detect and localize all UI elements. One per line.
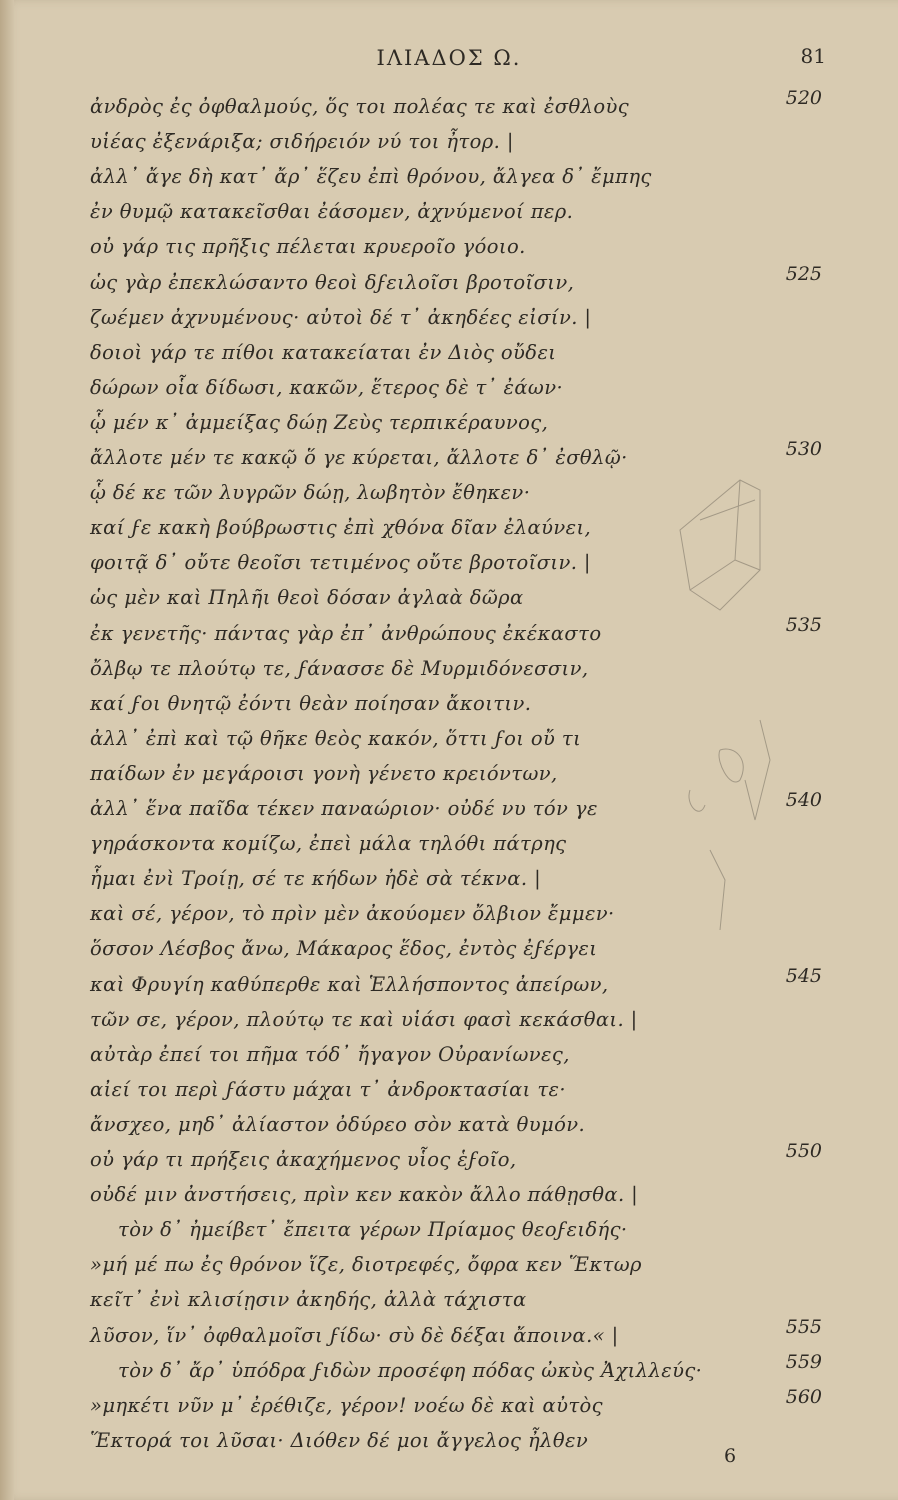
verse-line: φοιτᾷ δ᾽ οὔτε θεοῖσι τετιμένος οὔτε βροτοῖσιν. |: [90, 551, 591, 575]
line-number: 535: [785, 613, 822, 636]
verse-line: οὐ γάρ τι πρήξεις ἀκαχήμενος υἷος ἑϝοῖο,: [90, 1148, 517, 1171]
verse-line: αἰεί τοι περὶ ϝάστυ μάχαι τ᾽ ἀνδροκτασίαι τε·: [90, 1077, 566, 1101]
line-number: 530: [785, 438, 822, 460]
verse-line: ἧμαι ἐνὶ Τροίῃ, σέ τε κήδων ἠδὲ σὰ τέκνα. |: [90, 867, 542, 891]
verse-line: γηράσκοντα κομίζω, ἐπεὶ μάλα τηλόθι πάτρης: [90, 832, 567, 856]
verse-line: αὐτὰρ ἐπεί τοι πῆμα τόδ᾽ ἤγαγον Οὐρανίωνες,: [90, 1042, 570, 1066]
verse-line: ἐν θυμῷ κατακεῖσθαι ἐάσομεν, ἀχνύμενοί περ.: [90, 200, 574, 224]
verse-line: ἄλλοτε μέν τε κακῷ ὅ γε κύρεται, ἄλλοτε δ᾽ ἐσθλῷ·: [90, 446, 628, 469]
verse-line: ᾧ δέ κε τῶν λυγρῶν δώῃ, λωβητὸν ἔθηκεν·: [90, 481, 531, 505]
verse-line: ἄνσχεο, μηδ᾽ ἀλίαστον ὀδύρεο σὸν κατὰ θυμόν.: [90, 1112, 586, 1136]
verse-line: κεῖτ᾽ ἐνὶ κλισίῃσιν ἀκηδής, ἀλλὰ τάχιστα: [90, 1288, 527, 1312]
verse-line: »μή μέ πω ἐς θρόνον ἵζε, διοτρεφές, ὄφρα κεν Ἕκτωρ: [90, 1253, 642, 1277]
verse-line: οὐ γάρ τις πρῆξις πέλεται κρυεροῖο γόοιο.: [90, 235, 526, 259]
verse-line: ᾧ μέν κ᾽ ἀμμείξας δώῃ Ζεὺς τερπικέραυνος,: [90, 410, 549, 434]
verse-line: λῦσον, ἵν᾽ ὀφθαλμοῖσι ϝίδω· σὺ δὲ δέξαι ἄποινα.« |: [90, 1323, 619, 1347]
page-number: 81: [800, 44, 826, 68]
verse-line: ὡς μὲν καὶ Πηλῆι θεοὶ δόσαν ἀγλαὰ δῶρα: [90, 586, 524, 610]
verse-line: »μηκέτι νῦν μ᾽ ἐρέθιζε, γέρον! νοέω δὲ καὶ αὐτὸς: [90, 1393, 604, 1417]
verse-line: Ἕκτορά τοι λῦσαι· Διόθεν δέ μοι ἄγγελος ἦλθεν: [90, 1428, 589, 1452]
verse-line: καὶ Φρυγίη καθύπερθε καὶ Ἑλλήσποντος ἀπείρων,: [90, 972, 609, 996]
verse-line: τὸν δ᾽ ἄρ᾽ ὑπόδρα ϝιδὼν προσέφη πόδας ὠκὺς Ἀχιλλεύς·: [118, 1358, 703, 1382]
verse-line: ἐκ γενετῆς· πάντας γὰρ ἐπ᾽ ἀνθρώπους ἐκέκαστο: [90, 621, 602, 645]
verse-line: καί ϝοι θνητῷ ἐόντι θεὰν ποίησαν ἄκοιτιν.: [90, 691, 532, 715]
verse-line: ἀλλ᾽ ἐπὶ καὶ τῷ θῆκε θεὸς κακόν, ὅττι ϝοι οὔ τι: [90, 726, 582, 750]
line-number: 520: [785, 87, 822, 109]
line-number: 545: [785, 964, 822, 987]
verse-line: καὶ σέ, γέρον, τὸ πρὶν μὲν ἀκούομεν ὄλβιον ἔμμεν·: [90, 902, 615, 926]
verse-line: οὐδέ μιν ἀνστήσεις, πρὶν κεν κακὸν ἄλλο πάθῃσθα. |: [90, 1183, 639, 1207]
verse-line: ὡς γὰρ ἐπεκλώσαντο θεοὶ δϝειλοῖσι βροτοῖσιν,: [90, 270, 575, 294]
verse-line: ὅσσον Λέσβος ἄνω, Μάκαρος ἕδος, ἐντὸς ἐϝέργει: [90, 937, 598, 961]
verse-line: υἱέας ἐξενάριξα; σιδήρειόν νύ τοι ἦτορ. |: [90, 130, 514, 154]
verse-line: δώρων οἷα δίδωσι, κακῶν, ἕτερος δὲ τ᾽ ἐάων·: [90, 375, 564, 399]
verse-line: ὄλβῳ τε πλούτῳ τε, ϝάνασσε δὲ Μυρμιδόνεσσιν,: [90, 656, 589, 680]
line-number: 555: [785, 1315, 822, 1338]
line-number: 525: [785, 262, 822, 285]
verse-line: καί ϝε κακὴ βούβρωστις ἐπὶ χθόνα δῖαν ἐλαύνει,: [90, 516, 592, 540]
verse-line: ζωέμεν ἀχνυμένους· αὐτοὶ δέ τ᾽ ἀκηδέες εἰσίν. |: [90, 305, 592, 329]
signature-mark: 6: [724, 1445, 737, 1467]
verse-line: ἀλλ᾽ ἕνα παῖδα τέκεν παναώριον· οὐδέ νυ τόν γε: [90, 797, 598, 820]
pencil-sketch-marks: [660, 460, 800, 960]
line-number: 540: [785, 789, 822, 811]
line-number: 550: [785, 1140, 822, 1162]
line-number: 560: [785, 1385, 822, 1408]
verse-line: παίδων ἐν μεγάροισι γονὴ γένετο κρειόντων,: [90, 761, 558, 785]
verse-line: δοιοὶ γάρ τε πίθοι κατακείαται ἐν Διὸς οὔδει: [90, 340, 557, 364]
line-number: 559: [785, 1350, 822, 1373]
verse-line: ἀλλ᾽ ἄγε δὴ κατ᾽ ἄρ᾽ ἕζευ ἐπὶ θρόνου, ἄλγεα δ᾽ ἔμπης: [90, 165, 652, 189]
verse-line: τὸν δ᾽ ἠμείβετ᾽ ἔπειτα γέρων Πρίαμος θεοϝειδής·: [118, 1218, 628, 1242]
verse-line: τῶν σε, γέρον, πλούτῳ τε καὶ υἱάσι φασὶ κεκάσθαι. |: [90, 1007, 638, 1031]
running-head: ΙΛΙΑΔΟΣ Ω.: [376, 46, 522, 70]
verse-line: ἀνδρὸς ἐς ὀφθαλμούς, ὅς τοι πολέας τε καὶ ἐσθλοὺς: [90, 95, 630, 118]
page-spine-shadow: [0, 0, 14, 1500]
